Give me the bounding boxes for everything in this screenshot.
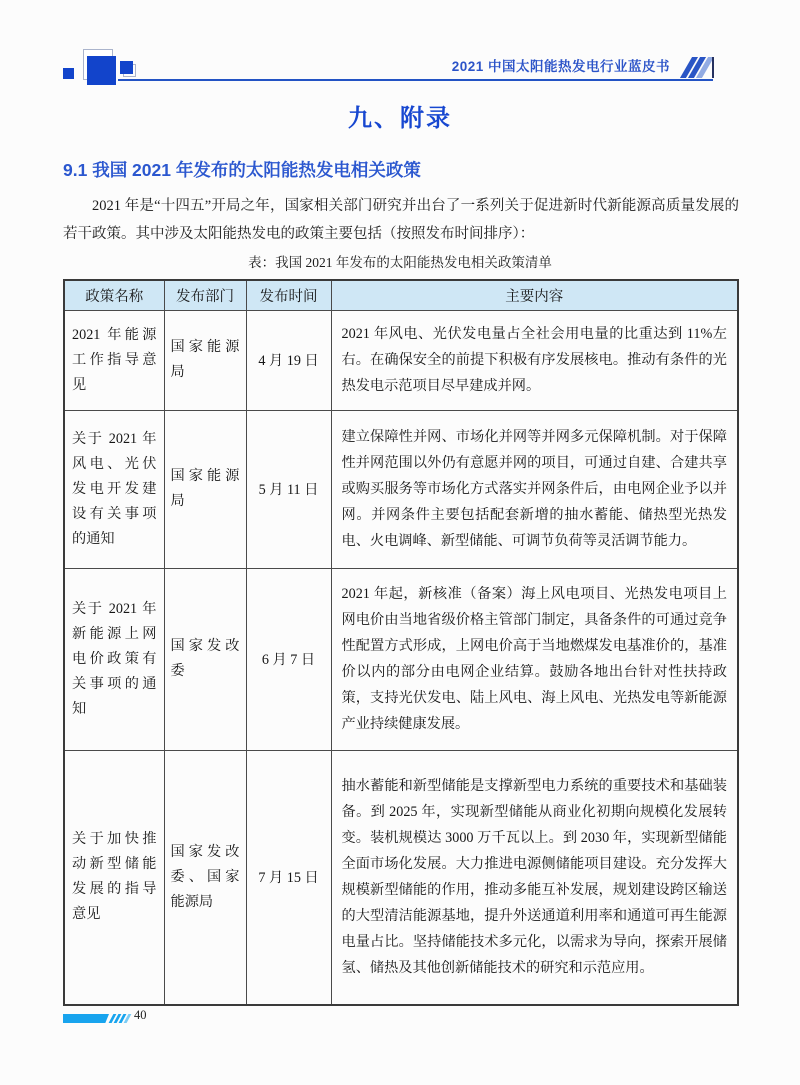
date-cell: 7 月 15 日 bbox=[246, 750, 331, 1005]
department-cell: 国家能源局 bbox=[164, 410, 246, 568]
footer-stripes-icon bbox=[111, 1014, 133, 1023]
department-cell: 国家发改委、国家能源局 bbox=[164, 750, 246, 1005]
content-cell: 2021 年起，新核准（备案）海上风电项目、光热发电项目上网电价由当地省级价格主管部门制定，具备条件的可通过竞争性配置方式形成，上网电价高于当地燃煤发电基准价的，基准价以内的部分由电网企业结算。鼓励各地出台针对性扶持政策，支持光伏发电、陆上风电、海上风电、光热发电等新能源产业持续健康发展。 bbox=[331, 568, 738, 750]
header-divider bbox=[118, 79, 713, 81]
page-number: 40 bbox=[134, 1008, 147, 1022]
table-row bbox=[64, 310, 738, 410]
department-cell: 国家能源局 bbox=[164, 310, 246, 410]
content-cell: 建立保障性并网、市场化并网等并网多元保障机制。对于保障性并网范围以外仍有意愿并网的项目，可通过自建、合建共享或购买服务等市场化方式落实并网条件后，由电网企业予以并网。并网条件主要包括配套新增的抽水蓄能、储热型光热发电、火电调峰、新型储能、可调节负荷等灵活调节能力。 bbox=[331, 410, 738, 568]
table-row bbox=[64, 410, 738, 568]
page-title: 九、附录 bbox=[348, 105, 452, 132]
date-cell: 6 月 7 日 bbox=[246, 568, 331, 750]
slashes-icon bbox=[682, 57, 714, 78]
date-cell: 5 月 11 日 bbox=[246, 410, 331, 568]
table-header-row bbox=[64, 280, 738, 310]
policy-table bbox=[63, 279, 739, 1006]
policy-name-cell: 关于 2021 年新能源上网电价政策有关事项的通知 bbox=[64, 568, 164, 750]
col-header-policy-name: 政策名称 bbox=[64, 280, 164, 310]
booklet-title: 2021 中国太阳能热发电行业蓝皮书 bbox=[451, 59, 670, 74]
section-heading: 9.1 我国 2021 年发布的太阳能热发电相关政策 bbox=[63, 160, 421, 180]
col-header-department: 发布部门 bbox=[164, 280, 246, 310]
logo-mark-icon bbox=[60, 46, 150, 88]
policy-name-cell: 关于加快推动新型储能发展的指导意见 bbox=[64, 750, 164, 1005]
intro-paragraph: 2021 年是“十四五”开局之年，国家相关部门研究并出台了一系列关于促进新时代新能源高质量发展的若干政策。其中涉及太阳能热发电的政策主要包括（按照发布时间排序）： bbox=[63, 198, 739, 242]
footer-bar-icon bbox=[63, 1014, 109, 1023]
policy-name-cell: 关于 2021 年风电、光伏发电开发建设有关事项的通知 bbox=[64, 410, 164, 568]
table-caption: 表：我国 2021 年发布的太阳能热发电相关政策清单 bbox=[248, 255, 552, 270]
logo-square-big-icon bbox=[87, 56, 116, 85]
table-row bbox=[64, 750, 738, 1005]
col-header-date: 发布时间 bbox=[246, 280, 331, 310]
policy-name-cell: 2021 年能源工作指导意见 bbox=[64, 310, 164, 410]
col-header-content: 主要内容 bbox=[331, 280, 738, 310]
logo-square-small-left-icon bbox=[63, 68, 74, 79]
content-cell: 抽水蓄能和新型储能是支撑新型电力系统的重要技术和基础装备。到 2025 年，实现新型储能从商业化初期向规模化发展转变。装机规模达 3000 万千瓦以上。到 2030 年，实现新型储能全面市场化发展。大力推进电源侧储能项目建设。充分发挥大规模新型储能的作用，推动多能互补发展，规划建设跨区输送的大型清洁能源基地，提升外送通道利用率和通道可再生能源电量占比。坚持储能技术多元化，以需求为导向，探索开展储氢、储热及其他创新储能技术的研究和示范应用。 bbox=[331, 750, 738, 1005]
department-cell: 国家发改委 bbox=[164, 568, 246, 750]
table-row bbox=[64, 568, 738, 750]
date-cell: 4 月 19 日 bbox=[246, 310, 331, 410]
slash-endbar-icon bbox=[712, 57, 714, 78]
content-cell: 2021 年风电、光伏发电量占全社会用电量的比重达到 11%左右。在确保安全的前提下积极有序发展核电。推动有条件的光热发电示范项目尽早建成并网。 bbox=[331, 310, 738, 410]
logo-square-small-right-icon bbox=[120, 61, 133, 74]
